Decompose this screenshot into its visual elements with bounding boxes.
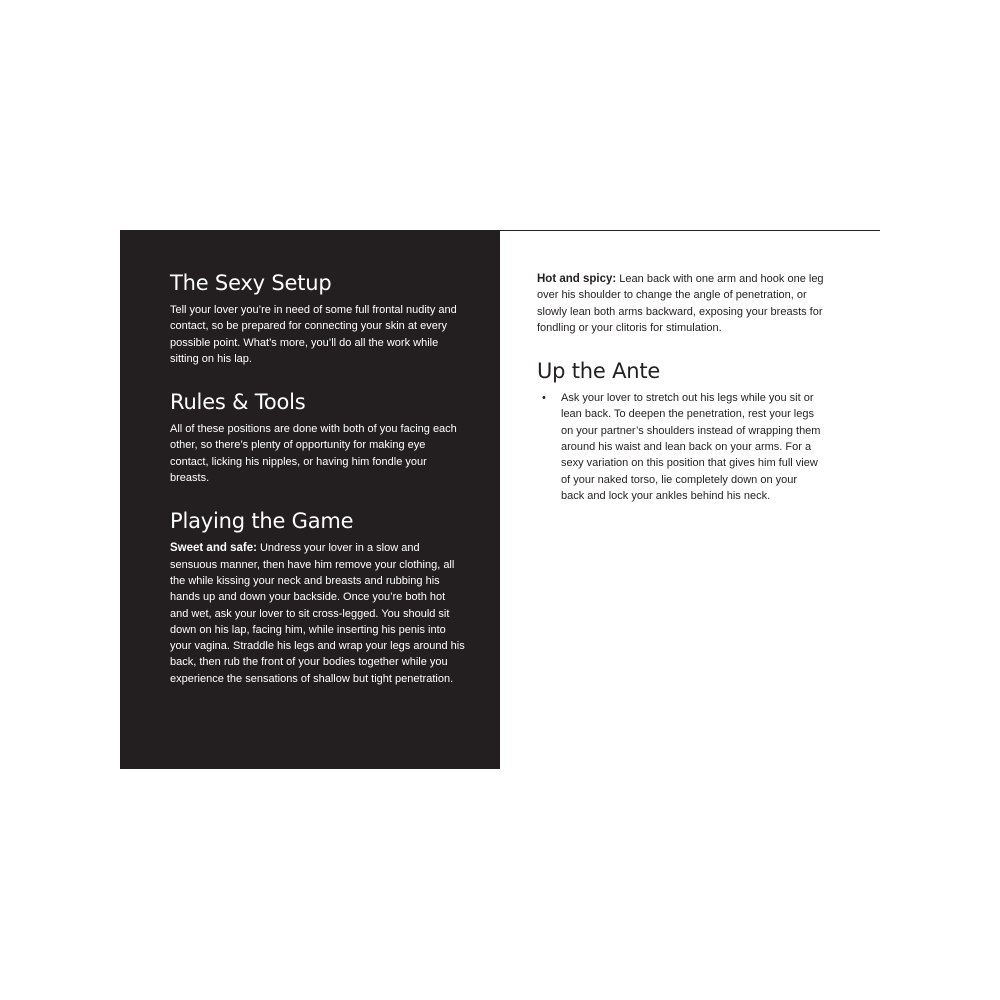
bullet-list — [537, 390, 837, 504]
section-rules-tools — [170, 389, 466, 486]
section-title: Up the Ante — [537, 359, 661, 384]
hot-spicy-text: Lean back with one arm and hook one leg over his shoulder to change the angle of penetration, or slowly lean both arms backward, exposing your breasts for fondling or your clitoris for stimulation. — [537, 273, 824, 334]
sweet-safe-text: Undress your lover in a slow and sensuous manner, then have him remove your clothing, all the while kissing your neck and breasts and rubbing his hands up and down your backside. Once you’re both hot and wet, ask your lover to sit cross-legged. You should sit down on his lap, facing him, while inserting his penis into your vagina. Straddle his legs and wrap your legs around his back, then rub the front of your bodies together while you experience the sensations of shallow but tight penetration. — [170, 542, 465, 685]
section-up-the-ante — [537, 358, 837, 504]
bullet-icon: • — [542, 392, 546, 405]
section-title: Playing the Game — [170, 509, 354, 534]
sweet-safe-lead: Sweet and safe: — [170, 542, 257, 555]
section-title: The Sexy Setup — [170, 271, 332, 295]
left-page-content — [170, 270, 466, 709]
hot-spicy-paragraph — [537, 271, 837, 336]
section-body: Tell your lover you’re in need of some full frontal nudity and contact, so be prepared for connecting your skin at every possible point. What’s more, you’ll do all the work while sitting on his lap. — [170, 304, 457, 365]
list-item — [537, 390, 823, 504]
section-title: Rules & Tools — [170, 390, 306, 415]
right-page-content — [537, 271, 837, 526]
book-spread — [120, 230, 880, 770]
list-item-text: Ask your lover to stretch out his legs while you sit or lean back. To deepen the penetration, rest your legs on your partner’s shoulders instead of wrapping them around his waist and lean back on your arms. For a sexy variation on this position that gives him full view of your naked torso, lie completely down on your back and lock your ankles behind his neck. — [561, 392, 821, 502]
section-sexy-setup — [170, 270, 466, 367]
hot-spicy-lead: Hot and spicy: — [537, 273, 617, 285]
right-page — [500, 231, 880, 769]
section-playing-the-game — [170, 508, 466, 687]
left-page — [120, 230, 500, 769]
section-body: All of these positions are done with both of you facing each other, so there’s plenty of opportunity for making eye contact, licking his nipples, or having him fondle your breasts. — [170, 423, 457, 485]
hot-spicy-block — [537, 271, 837, 336]
section-body — [170, 540, 466, 687]
